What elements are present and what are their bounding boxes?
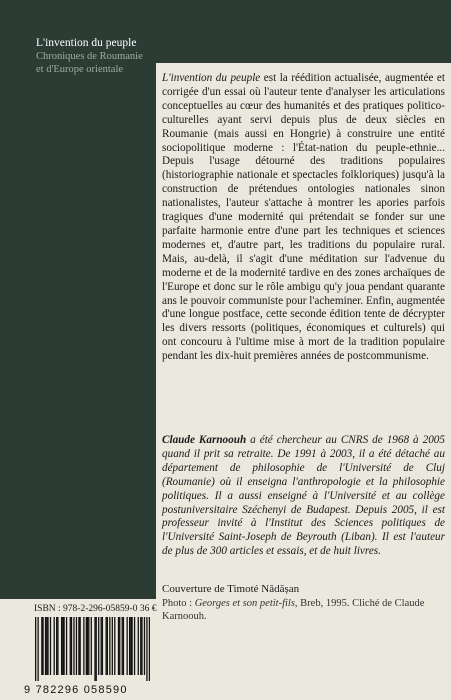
barcode-bar: [140, 617, 141, 675]
barcode-bar: [66, 617, 67, 675]
barcode-bar: [54, 617, 55, 675]
blurb-text: est la réédition actualisée, augmentée et corrigée d'un essai où l'auteur tente d'analyser les articulations conceptuelles au cœur des humanités et des pratiques politico-culturelles ayant servi depuis plus de deux siècles en Roumanie (mais aussi en Hongrie) à construire une entité sociopolitique moderne : l'État-nation du peuple-ethnie... Depuis l'usage détourné des traditions populaires (historiographie nationale et spectacles folkloriques) jusqu'à la construction de prétendues ontologies nationales sinon nationalistes, l'auteur s'attache à montrer les apories parfois tragiques d'une modernité qui prétendait se fonder sur une parfaite harmonie entre d'une part les techniques et sciences modernes et, d'autre part, les traditions du populaire rural. Mais, au-delà, il s'agit d'une méditation sur l'advenue du moderne et de la modernité tardive en des zones archaïques de l'Europe et donc sur le rôle ambigu qu'y joua pendant quarante ans le pouvoir communiste pour l'acheminer. Enfin, augmentée d'une longue postface, cette seconde édition tente de décrypter les divers ressorts (politiques, économiques et culturels) qui ont concouru à l'ultime mise à mort de la tradition populaire pendant les dix-huit premières années de postcommunisme.: [162, 72, 445, 363]
barcode-bar: [86, 617, 87, 675]
barcode-bar: [101, 617, 102, 675]
photo-credit: [162, 597, 444, 623]
isbn-price: ISBN : 978-2-296-05859-0 36 €: [34, 604, 157, 614]
barcode-bar: [63, 617, 64, 675]
barcode-bar: [50, 617, 51, 675]
barcode-bar: [131, 617, 132, 675]
barcode-bar: [47, 617, 48, 675]
barcode-bar: [45, 617, 46, 675]
barcode-bar: [96, 617, 97, 681]
barcode-bar: [102, 617, 103, 675]
barcode-bar: [130, 617, 131, 675]
series-subtitle-line1: Chroniques de Roumanie: [36, 51, 143, 62]
barcode-bar: [123, 617, 124, 675]
barcode-bar: [91, 617, 92, 675]
barcode-bar: [76, 617, 77, 675]
barcode-bar: [57, 617, 58, 675]
barcode-bar: [118, 617, 119, 675]
barcode-bar: [71, 617, 72, 675]
bio-text: a été chercheur au CNRS de 1968 à 2005 quand il prit sa retraite. De 1991 à 2003, il a été détaché au département de philosophie de l'Université de Cluj (Roumanie) où il enseigna l'anthropologie et la philosophie politiques. Il a aussi enseigné à l'Université et au collège postuniversitaire Széchenyi de Budapest. Depuis 2005, il est professeur invité à l'Institut des Sciences politiques de l'Université Saint-Joseph de Beyrouth (Liban). Il est l'auteur de plus de 300 articles et essais, et de huit livres.: [162, 434, 445, 558]
barcode-bar: [62, 617, 63, 675]
series-subtitle-line2: et d'Europe orientale: [36, 64, 124, 75]
barcode-bar: [107, 617, 108, 675]
bio-author-name: Claude Karnoouh: [162, 434, 247, 446]
cover-credit: Couverture de Timoté Nădășan: [162, 583, 300, 595]
barcode-bar: [35, 617, 36, 681]
barcode-bar: [46, 617, 47, 675]
barcode-image: [35, 617, 150, 681]
barcode-bar: [83, 617, 84, 675]
barcode-bar: [78, 617, 79, 675]
barcode-bar: [80, 617, 81, 675]
barcode-bar: [94, 617, 95, 681]
book-blurb: [162, 72, 445, 364]
barcode-bar: [122, 617, 123, 675]
barcode-bar: [129, 617, 130, 675]
photo-credit-suffix: , Breb, 1995. Cliché de Claude Karnoouh.: [162, 598, 425, 622]
barcode-bar: [88, 617, 89, 675]
barcode-bar: [37, 617, 38, 681]
barcode-bar: [112, 617, 113, 675]
barcode-bar: [105, 617, 106, 675]
photo-credit-prefix: Photo :: [162, 598, 195, 609]
barcode-bar: [56, 617, 57, 675]
barcode-bar: [144, 617, 145, 675]
barcode-bar: [141, 617, 142, 675]
barcode-bar: [149, 617, 150, 681]
barcode-digits: 9 782296 058590: [24, 684, 128, 696]
barcode-bar: [42, 617, 43, 675]
barcode-bar: [70, 617, 71, 675]
barcode-bar: [134, 617, 135, 675]
barcode-bar: [127, 617, 128, 675]
series-title: L'invention du peuple: [36, 37, 137, 49]
series-header: [36, 37, 143, 76]
barcode-bar: [73, 617, 74, 675]
author-bio: [162, 434, 445, 559]
barcode-bar: [109, 617, 110, 675]
barcode-bar: [87, 617, 88, 675]
barcode-bar: [98, 617, 99, 675]
photo-title: Georges et son petit-fils: [194, 598, 295, 609]
barcode-bar: [61, 617, 62, 675]
barcode-bar: [146, 617, 147, 681]
blurb-book-title: L'invention du peuple: [162, 72, 261, 84]
barcode-bar: [119, 617, 120, 675]
barcode-bar: [114, 617, 115, 675]
barcode-bar: [138, 617, 139, 675]
barcode-bar: [41, 617, 42, 675]
